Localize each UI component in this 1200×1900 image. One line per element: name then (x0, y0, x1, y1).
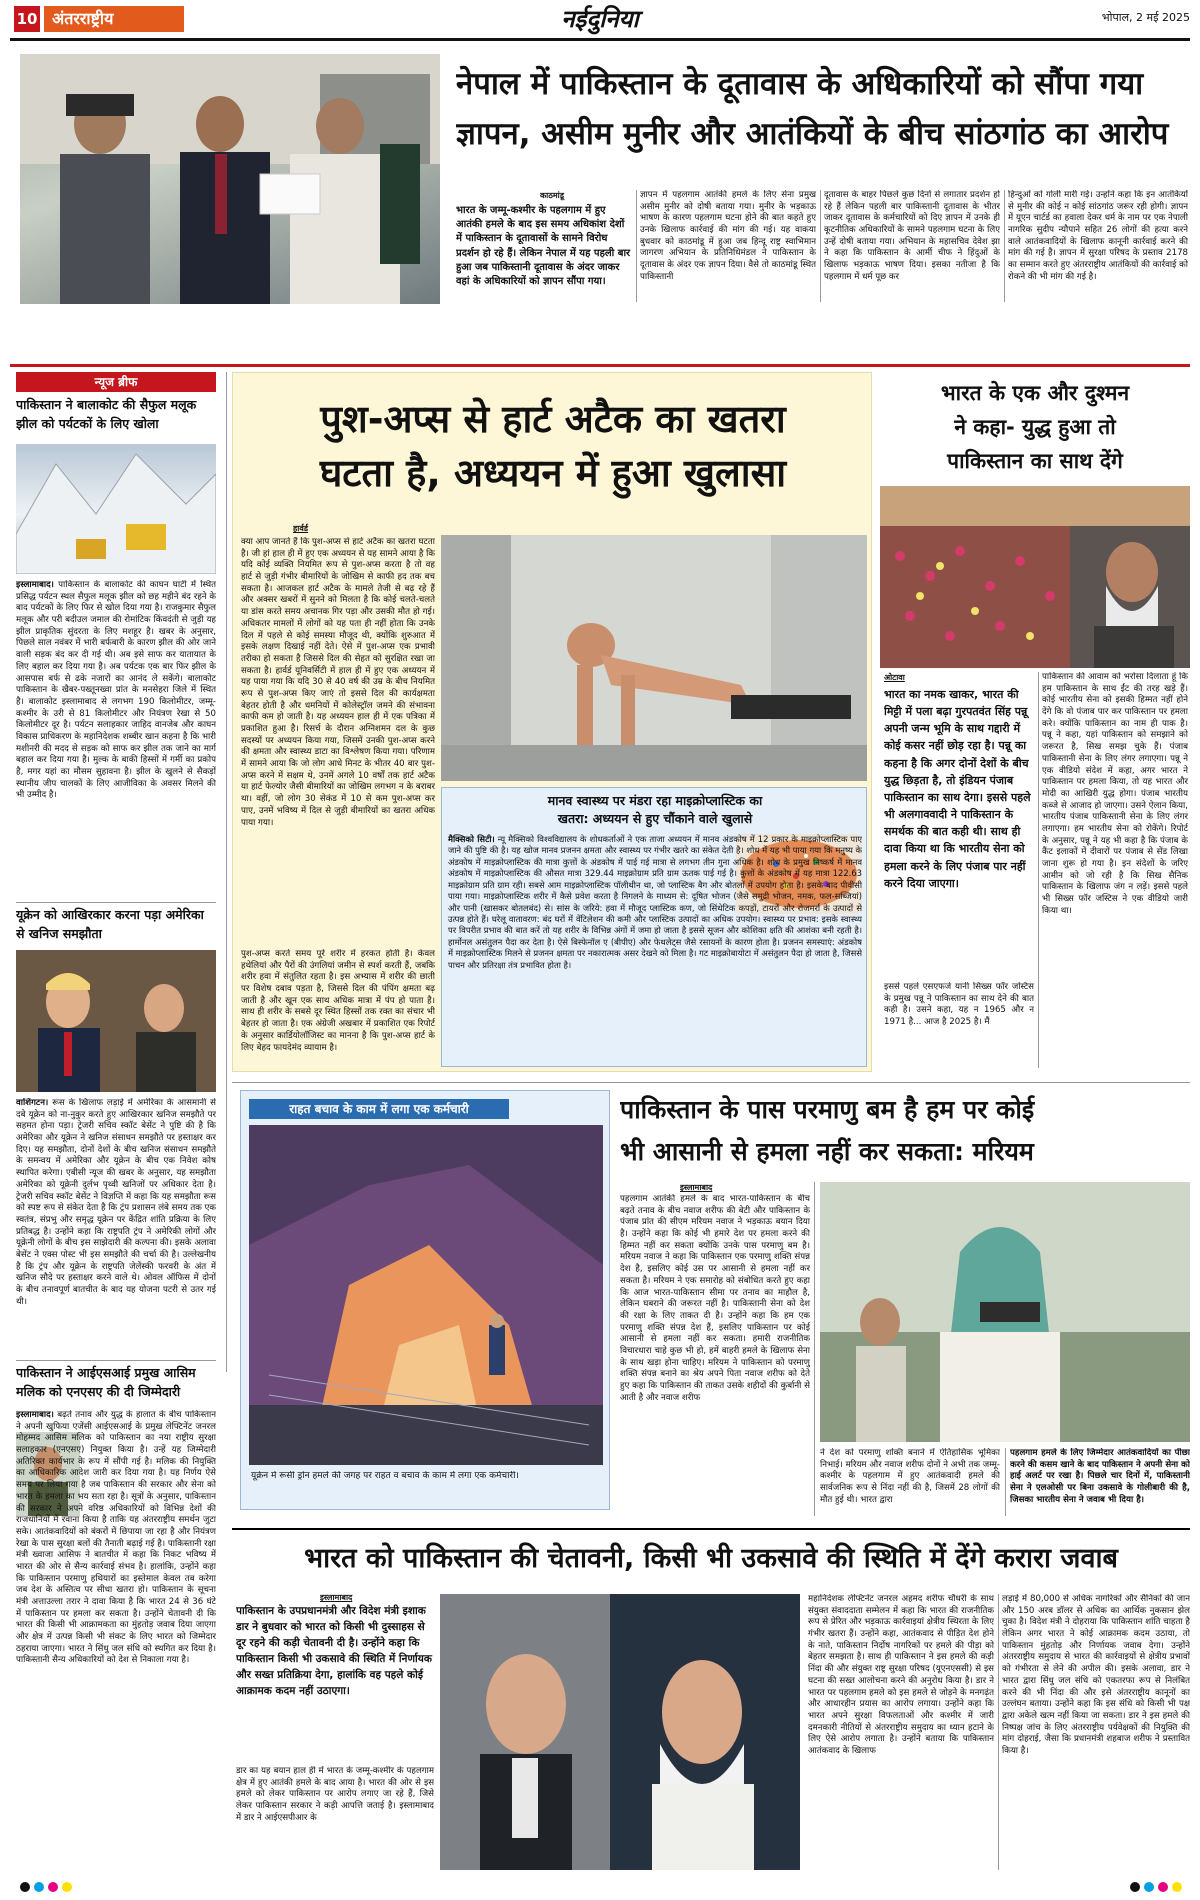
khalistan-body-b: पाकिस्तान की आवाम को भरोसा दिलाता हूं कि हम पाकिस्तान के साथ ईंट की तरह खड़े हैं। कोई भारतीय सेना को इसकी हिम्मत नहीं होने देंगे कि वो पंजाब पार कर पाकिस्तान पर हमला करे। क्योंकि पाकिस्तान का नाम ही पाक है। पन्नू ने कहा, यहां पाकिस्तान को समझाने को जरूरत है, सिख समझ चुके हैं। पंजाब पाकिस्तानी सेना के लिए लंगर लगाएगा। पन्नू ने एक वीडियो संदेश में कहा, अगर भारत ने पाकिस्तान पर हमला किया, तो यह भारत और मोदी का आखिरी युद्ध होगा। पंजाब भारतीय कब्जे से आजाद हो जाएगा। उसने ऐलान किया, भारतीय पंजाब पाकिस्तानी सेना के लिए लंगर लगाएगा। हम भारतीय सेना को रोकेंगे। रिपोर्ट के अनुसार, पन्नू ने यह भी कहा है कि पंजाब के कैंट इलाकों में दीवारों पर पंजाब से सेंड लिखा जाना शुरू हो गया है। इन संदेशों के जरिए आमीन को जो रही है कि सिख सैनिक पाकिस्तान के खिलाफ जंग न लड़ें। इससे पहले भी सिख्स फॉर जस्टिस ने एक वीडियो जारी किया था। (1042, 672, 1188, 916)
page-number-box: 10 (14, 6, 40, 32)
maryam-headline-line1: पाकिस्तान के पास परमाणु बम है हम पर कोई (620, 1095, 1035, 1124)
brief1-headline: पाकिस्तान ने बालाकोट की सैफुल मलूक झील को पर्यटकों के लिए खोला (16, 397, 197, 431)
khalistan-dateline: ओटावा (884, 673, 905, 682)
saiful-malook-lake-photo (16, 444, 216, 574)
warning-body-a: डार का यह बयान हाल ही में भारत के जम्मू-कश्मीर के पहलगाम क्षेत्र में हुए आतंकी हमले के बाद आया है। भारत की ओर से इस हमले को लेकर पाकिस्तान पर आरोप लगाए जा रहे हैं, जिसे लेकर पाकिस्तान सरकार ने कड़ी आपत्ति जताई है। इस्लामाबाद में डार ने आईएसपीआर के (236, 1766, 434, 1823)
warning-body-b: महानिदेशक लेफ्टिनेंट जनरल अहमद शरीफ चौधरी के साथ संयुक्त संवाददाता सम्मेलन में कहा कि भारत की राजनीतिक रूप से प्रेरित और भड़काऊ कार्रवाइयां क्षेत्रीय स्थिरता के लिए गंभीर खतरा हैं। उन्होंने कहा, आतंकवाद से पीड़ित देश होने के नाते, पाकिस्तान निर्दोष नागरिकों पर हमले की पीड़ा को बेहतर समझता है। साथ ही पाकिस्तान ने इस हमले की कड़ी निंदा की और संयुक्त राष्ट्र सुरक्षा परिषद (यूएनएससी) से इस घटना की सख्त आलोचना करने की अनुरोध किया है। डार ने भारत पर पहलगाम हमले को इस हमले से जोड़ने के मनगढ़ंत और आधारहीन प्रयास का आरोप लगाया। उन्होंने कहा कि भारत अपने सुरक्षा विफलताओं और कश्मीर में जारी दमनकारी नीतियों से अंतरराष्ट्रीय समुदाय का ध्यान हटाने के लिए ऐसे आरोप लगाता है। उन्होंने बताया कि पाकिस्तान आतंकवाद के खिलाफ (808, 1594, 994, 1756)
microplastic-headline-1: मानव स्वास्थ्य पर मंडरा रहा माइक्रोप्लास्टिक का (547, 793, 763, 808)
maryam-headline-line2: भी आसानी से हमला नहीं कर सकता: मरियम (620, 1137, 1034, 1166)
masthead-logo: नईदुनिया (561, 4, 639, 33)
rescue-caption: यूक्रेन में रूसी ड्रोन हमले की जगह पर राहत व बचाव के काम में लगा एक कर्मचारी। (251, 1471, 519, 1481)
maryam-nawaz-photo (820, 1182, 1190, 1442)
news-brief-tag: न्यूज ब्रीफ (16, 372, 216, 392)
registration-dot-yellow (62, 1882, 72, 1892)
story1-lead: भारत के जम्मू-कश्मीर के पहलगाम में हुए आतंकी हमले के बाद इस समय अधिकांश देशों में पाकिस्तान के दूतावासों के सामने विरोध प्रदर्शन हो रहे हैं। लेकिन नेपाल में यह पहली बार हुआ जब पाकिस्तानी दूतावास के अंदर जाकर वहां के अधिकारियों को ज्ञापन सौंपा गया। (456, 205, 631, 287)
pushup-man-photo (441, 535, 867, 781)
microplastic-box (441, 787, 867, 1067)
ishaq-dar-modi-photo (440, 1594, 800, 1870)
registration-dot-cyan-2 (1144, 1882, 1154, 1892)
news-brief-column (10, 370, 222, 1870)
story1-dateline: काठमांडू (540, 191, 564, 200)
pushup-story (232, 372, 872, 1072)
trump-zelensky-photo (16, 950, 216, 1092)
brief3-body: इस्लामाबाद। बढ़ते तनाव और युद्ध के हालात के बीच पाकिस्तान ने अपनी खुफिया एजेंसी आईएसआई के प्रमुख लेफ्टिनेंट जनरल मोहम्मद आसिम मलिक को पाकिस्तान का नया राष्ट्रीय सुरक्षा सलाहकार (एनएसए) नियुक्त किया है। उन्हें यह जिम्मेदारी अतिरिक्त कार्यभार के रूप में सौंपी गई है। मलिक की नियुक्ति का आधिकारिक आदेश जारी कर दिया गया है। यह निर्णय ऐसे समय पर लिया गया है जब पाकिस्तान की सरकार और सेना को भारत के हमला का भय सता रहा है। सूत्रों के अनुसार, पाकिस्तान की सरकार ने अपने वरिष्ठ अधिकारियों को विभिन्न देशों की राजधानियों में रवाना किया है ताकि यह अंतरराष्ट्रीय समर्थन जुटा सके। आतंकवादियों को बंकरों में छिपाया जा रहा है और नियंत्रण रेखा के पास सुरक्षा बलों की तैनाती बढ़ाई गई है। पाकिस्तानी रक्षा मंत्री ख्वाजा आसिफ ने बातचीत में कहा कि निकट भविष्य में भारत की ओर से सैन्य कार्रवाई संभव है। हालांकि, उन्होंने कहा कि पाकिस्तान परमाणु हथियारों का इस्तेमाल केवल तब करेगा जब देश के अस्तित्व पर सीधा खतरा हो। पाकिस्तान के सूचना मंत्री अत्ताउल्ला तरार ने दावा किया है कि भारत 24 से 36 घंटे में पाकिस्तान पर हमला कर सकता है। उन्होंने चेतावनी दी कि भारत की किसी भी आक्रामकता का मुंहतोड़ जवाब दिया जाएगा और क्षेत्र में उत्पन्न किसी भी संकट के लिए भारत को जिम्मेदार ठहराया जाएगा। भारत ने सिंधु जल संधि को स्थगित कर दिया है। पाकिस्तानी सैन्य अधिकारियों को देश से निकाला गया है। (16, 1410, 216, 1666)
khalistan-lead: भारत का नमक खाकर, भारत की मिट्टी में पला बढ़ा गुरपतवंत सिंह पन्नू अपनी जन्म भूमि के साथ गद्दारी में कोई कसर नहीं छोड़ रहा है। पन्नू का कहना है कि अगर दोनों देशों के बीच युद्ध छिड़ता है, तो इंडियन पंजाब पाकिस्तान का साथ देगा। इससे पहले भी अलगाववादी ने पाकिस्तान के समर्थक की बात कही थी। साथ ही दावा किया था कि भारतीय सेना को हमला करने के लिए पंजाब पार नहीं करने दिया जाएगा। (884, 688, 1031, 890)
warning-body-c: लड़ाई में 80,000 से अधिक नागरिकों और सैनिकों की जान और 150 अरब डॉलर से अधिक का आर्थिक नुकसान झेल चुका है। विदेश मंत्री ने दोहराया कि पाकिस्तान शांति चाहता है लेकिन अगर भारत ने कोई आक्रामक कदम उठाया, तो पाकिस्तान मुंहतोड़ और निर्णायक जवाब देगा। उन्होंने अंतरराष्ट्रीय समुदाय से भारत की कार्रवाइयों से क्षेत्रीय प्रभावों को गंभीरता से लेने की अपील की। इसके अलावा, डार ने भारत द्वारा सिंधु जल संधि को एकतरफा रूप से निलंबित करने की भी निंदा की और इसे अंतरराष्ट्रीय कानूनों का उल्लंघन बताया। उन्होंने कहा कि इस संधि को किसी भी पक्ष द्वारा अकेले खत्म नहीं किया जा सकता। डार ने इस हमले की निष्पक्ष जांच के लिए अंतरराष्ट्रीय पर्यवेक्षकों की नियुक्ति की मांग दोहराई, जैसा कि प्रधानमंत्री शहबाज शरीफ ने प्रस्तावित किया है। (1002, 1594, 1190, 1756)
registration-dot-magenta (48, 1882, 58, 1892)
story1-column-3: हिन्दुओं को गोली मारी गई। उन्होंने कहा कि इन आतंकियों से मुनीर की कोई न कोई सांठगांठ जरूर रही होगी। ज्ञापन में यूएन चार्टर्ड का हवाला देकर धर्म के नाम पर एक नेपाली नागरिक सुदीप न्यौपाने सहित 26 लोगों की हत्या करने वाले आतंकवादियों के खिलाफ कानूनी कार्रवाई करने की मांग की गई है। ज्ञापन में सुरक्षा परिषद के प्रस्ताव 2178 का सम्मान करते हुए अंतरराष्ट्रीय आतंकियों की कार्रवाई को रोकने की भी मांग की गई है। (1008, 190, 1188, 282)
brief2-headline: यूक्रेन को आखिरकार करना पड़ा अमेरिका से खनिज समझौता (16, 907, 204, 941)
maryam-dateline: इस्लामाबाद (680, 1183, 713, 1192)
maryam-story (620, 1090, 1190, 1520)
rescue-worker-photo (249, 1125, 603, 1465)
warning-dateline: इस्लामाबाद (320, 1593, 353, 1602)
pushup-headline-line2: घटता है, अध्ययन में हुआ खुलासा (319, 451, 787, 495)
maryam-body-b: ने देश को परमाणु शक्ति बनाने में ऐतिहासिक भूमिका निभाई। मरियम और नवाज शरीफ दोनों ने अभी तक जम्मू-कश्मीर के पहलगाम में हुए आतंकवादी हमले की सार्वजनिक रूप से निंदा नहीं की है, जिसमें 28 लोगों की मौत हुई थी। भारत द्वारा (820, 1448, 1000, 1505)
khalistan-headline-line3: पाकिस्तान का साथ देंगे (947, 449, 1123, 473)
khalistan-headline-line2: ने कहा- युद्ध हुआ तो (954, 415, 1116, 439)
microplastic-body: मैक्सिको सिटी। न्यू मैक्सिको विश्वविद्यालय के शोधकर्ताओं ने एक ताजा अध्ययन में मानव अंडकोष में 12 प्रकार के माइक्रोप्लास्टिक पाए जाने की पुष्टि की है। यह खोज मानव प्रजनन क्षमता और स्वास्थ्य पर गंभीर खतरे का संकेत देती है। शोध में यह भी पाया गया कि मनुष्य के अंडकोष में माइक्रोप्लास्टिक की मात्रा कुत्तों के अंडकोष में पाई गई मात्रा से लगभग तीन गुना अधिक है। शोध के प्रमुख निष्कर्ष में मानव अंडकोष में माइक्रोप्लास्टिक की औसत मात्रा 329.44 माइक्रोग्राम प्रति ग्राम ऊतक पाई गई है। कुत्तों के अंडकोष में यह मात्रा 122.63 माइक्रोग्राम प्रति ग्राम रही। सबसे आम माइक्रोप्लास्टिक पॉलीथीन था, जो प्लास्टिक बैग और बोतलों में उपयोग होता है। इसके बाद पीवीसी पाया गया। माइक्रोप्लास्टिक शरीर में कैसे प्रवेश करता है निगलने के माध्यम से: दूषित भोजन (जैसे समुद्री भोजन, नमक, फल-सब्जियां) और पानी (खासकर बोतलबंद) से। सांस के जरिये: हवा में मौजूद प्लास्टिक कण, जो सिंथेटिक कपड़ों, टायरों और रोजमर्रा के उत्पादों से उत्पन्न होते हैं। घरेलू वातावरण: बंद घरों में वेंटिलेशन की कमी और प्लास्टिक उत्पादों का अधिक उपयोग। स्वास्थ्य पर प्रभाव: इसके स्वास्थ्य पर विपरीत प्रभाव की बात करें तो यह शरीर के विभिन्न अंगों में जमा हो जाता है इससे सूजन और कोशिका क्षति की आशंका बनी रहती है। हार्मोनल असंतुलन पैदा कर देता है। ऐसे बिस्फेनॉल ए (बीपीए) और फेथलेट्स जैसे रसायनों के कारण होता है। प्रजनन समस्याएं: अंडकोष में माइक्रोप्लास्टिक मिलने से प्रजनन क्षमता पर नकारात्मक असर देखने को मिला है। गट माइक्रोबायोटा में असंतुलन पैदा हो जाता है, जिससे पाचन और प्रतिरक्षा तंत्र प्रभावित होता है। (448, 834, 862, 970)
khalistan-headline-line1: भारत के एक और दुश्मन (940, 381, 1130, 405)
registration-dot-black-2 (1130, 1882, 1140, 1892)
registration-dot-cyan (34, 1882, 44, 1892)
registration-dot-black (20, 1882, 30, 1892)
warning-headline: भारत को पाकिस्तान की चेतावनी, किसी भी उकसावे की स्थिति में देंगे करारा जवाब (304, 1543, 1118, 1574)
khalistan-story (880, 372, 1190, 1072)
page-header (0, 0, 1200, 42)
pushup-body-b: पुश-अप्स करते समय पूरे शरीर में हरकत होती है। केवल हथेलियां और पैरों की उंगलियां जमीन से स्पर्श करती हैं, जबकि शरीर हवा में संतुलित रहता है। इस अभ्यास में शरीर की छाती पर विशेष दबाव पड़ता है, जिससे दिल की पंपिंग क्षमता बढ़ जाती है और खून एक साथ अधिक मात्रा में पंप हो पाता है। साथ ही शरीर के सबसे दूर स्थित हिस्सों तक रक्त का संचार भी बेहतर हो जाता है। एक अंग्रेजी अखबार में प्रकाशित एक रिपोर्ट के अनुसार कार्डियोलॉजिस्ट का मानना है कि पुश-अप्स हार्ट के लिए बेहद फायदेमंद व्यायाम है। (241, 949, 435, 1053)
pushup-headline-line1: पुश-अप्स से हार्ट अटैक का खतरा (320, 397, 786, 441)
rally-crowd-photo (880, 486, 1190, 668)
brief3-headline: पाकिस्तान ने आईएसआई प्रमुख आसिम मलिक को एनएसए की दी जिम्मेदारी (16, 1365, 196, 1399)
registration-dot-yellow-2 (1172, 1882, 1182, 1892)
section-label: अंतरराष्ट्रीय (44, 6, 184, 32)
rescue-photo-box (240, 1090, 610, 1510)
khalistan-body-a: इससे पहले एसएफजे यानी सिख्स फॉर जस्टिस के प्रमुख पन्नू ने पाकिस्तान का साथ देने की बात कही है। उसने कहा, यह न 1965 और न 1971 है... आज है 2025 है। मैं (884, 982, 1034, 1028)
microplastic-headline-2: खतरा: अध्ययन से हुए चौंकाने वाले खुलासे (557, 811, 753, 826)
story1-column-1: ज्ञापन में पहलगाम आतंकी हमले के लिए सेना प्रमुख असीम मुनीर को दोषी बताया गया। मुनीर के भड़काऊ भाषण के कारण पहलगाम घटना होने की बात कहते हुए उनके खिलाफ कार्रवाई की मांग की गई। यह वाकया बुधवार को काठमांडू में हुआ जब हिन्दू राष्ट्र स्वाभिमान जागरण अभियान के प्रतिनिधिमंडल ने पाकिस्तान के दूतावास के अंदर एक ज्ञापन दिया। वैसे तो काठमांडू स्थित पाकिस्तानी (640, 190, 816, 282)
maryam-body-a: पहलगाम आतंकी हमले के बाद भारत-पाकिस्तान के बीच बढ़ते तनाव के बीच नवाज शरीफ की बेटी और पाकिस्तान के पंजाब प्रांत की सीएम मरियम नवाज ने भड़काऊ बयान दिया है। उन्होंने कहा कि कोई भी हमारे देश पर हमला करने की हिम्मत नहीं कर सकता क्योंकि उनके पास परमाणु बम है। मरियम नवाज ने कहा कि पाकिस्तान एक परमाणु शक्ति संपन्न देश है, इसलिए कोई उस पर आसानी से हमला नहीं कर सकता है। मरियम ने एक समारोह को संबोधित करते हुए कहा कि आज भारत-पाकिस्तान सीमा पर तनाव का माहौल है, लेकिन घबराने की जरूरत नहीं है। पाकिस्तानी सेना को देश की रक्षा के लिए ताकत दी है। उन्होंने कहा कि हम एक परमाणु शक्ति संपन्न देश हैं, इसलिए पाकिस्तान पर कोई आसानी से हमला नहीं कर सकता। हमारी राजनीतिक विचारधारा चाहे कुछ भी हो, हमें बाहरी हमले के खिलाफ सेना के साथ खड़ा होना चाहिए। मरियम ने पाकिस्तान को परमाणु शक्ति संपन्न बनाने का श्रेय अपने पिता नवाज शरीफ को देते हुए कहा कि पाकिस्तान की ताकत उसके शहीदों की कुर्बानी से आती है और नवाज शरीफ (620, 1194, 810, 1403)
brief2-body: वाशिंगटन। रूस के खिलाफ लड़ाई में अमेरिका के आसमानी से दबे यूक्रेन को ना-नुकुर करते हुए आखिरकार खनिज समझौते पर सहमत होना पड़ा। ट्रेजरी सचिव स्कॉट बेसेंट ने पुष्टि की है कि अमेरिका और यूक्रेन ने खनिज संसाधन समझौते पर हस्ताक्षर कर दिए। यह समझौता, दोनों देशों के बीच खनिज संसाधन समझौते के समन्वय में अमेरिका और यूक्रेन के बीच एक निवेश कोष स्थापित करेगा। एबीसी न्यूज की खबर के अनुसार, यह समझौता अमेरिका को यूक्रेनी दुर्लभ पृथ्वी खनिजों पर अधिकार देता है। ट्रेजरी सचिव स्कॉट बेसेंट ने विज्ञप्ति में कहा कि यह समझौता रूस को स्पष्ट रूप से संकेत देता है कि ट्रंप प्रशासन लंबे समय तक एक स्वतंत्र, संप्रभु और समृद्ध यूक्रेन पर केंद्रित शांति प्रक्रिया के लिए प्रतिबद्ध है। उन्होंने कहा कि राष्ट्रपति ट्रंप ने अमेरिकी लोगों और यूक्रेनी लोगों के बीच इस साझेदारी की कल्पना की। इसके अलावा बेसेंट ने एक्स पोस्ट भी इस समझौते की चर्चा की है। उल्लेखनीय है कि ट्रंप और यूक्रेन के राष्ट्रपति जेलेंस्की फरवरी के अंत में खनिज सौदे पर हस्ताक्षर करने वाले थे। ओवल ऑफिस में दोनों के बीच तनावपूर्ण बातचीत के बाद यह योजना पटरी से उतर गई थी। (16, 1098, 216, 1307)
registration-dot-magenta-2 (1158, 1882, 1168, 1892)
memorandum-handover-photo (20, 54, 440, 304)
story1-headline-line1: नेपाल में पाकिस्तान के दूतावास के अधिकारियों को सौंपा गया (456, 66, 1144, 102)
dateline: भोपाल, 2 मई 2025 (1101, 11, 1190, 24)
pushup-body-a: क्या आप जानते हैं कि पुश-अप्स से हार्ट अटैक का खतरा घटता है। जी हां हाल ही में हुए एक अध्ययन से यह सामने आया है कि यदि कोई व्यक्ति नियमित रूप से पुश-अप्स करता है तो वह हार्ट से जुड़ी गंभीर बीमारियों के जोखिम से काफी हद तक बच सकता है। आजकल हार्ट अटैक के मामले तेजी से बढ़ रहे हैं और अक्सर खबरों में सुनने को मिलता है कि कोई चलते-चलते या डांस करते समय अचानक गिर पड़ा और उसकी मौत हो गई। अधिकतर मामलों में लोगों को यह पता ही नहीं होता कि उनके दिल में पहले से कोई समस्या मौजूद थी, क्योंकि शुरुआत में इसके लक्षण दिखाई नहीं देते। ऐसे में पुश-अप्स एक प्रभावी तरीका हो सकता है जिससे दिल की सेहत को सुरक्षित रखा जा सकता है। हार्वर्ड यूनिवर्सिटी में हाल ही में हुए एक अध्ययन में यह पाया गया कि यदि 30 से 40 वर्ष की उम्र के बीच नियमित रूप से पुश-अप्स किए जाएं तो इससे दिल की कार्यक्षमता बेहतर होती है और धमनियों में कोलेस्ट्रॉल जमने की संभावना काफी कम हो जाती है। यह अध्ययन हाल ही में एक पत्रिका में प्रकाशित हुआ है। रिसर्च के दौरान अग्निशमन दल के कुछ सदस्यों पर अध्ययन किया गया, जिसमें उनकी पुश-अप्स करने की क्षमता और स्वास्थ्य डाटा का विश्लेषण किया गया। परिणाम में सामने आया कि जो लोग आधे मिनट के भीतर 40 बार पुश-अप्स करने में सक्षम थे, उनमें अगले 10 वर्षों तक हार्ट अटैक या हार्ट फेल्योर जैसी बीमारियों का जोखिम लगभग न के बराबर था। वहीं, जो लोग 30 सेकंड में 10 से कम पुश-अप्स कर पाए, उनमें भविष्य में दिल से जुड़ी बीमारियों का खतरा अधिक पाया गया। (241, 537, 435, 828)
maryam-body-c: पहलगाम हमले के लिए जिम्मेदार आतंकवादियों का पीछा करने की कसम खाने के बाद पाकिस्तान ने अपनी सेना को हाई अलर्ट पर रखा है। पिछले चार दिनों में, पाकिस्तानी सेना ने एलओसी पर बिना उकसावे के गोलीबारी की है, जिसका भारतीय सेना ने जवाब भी दिया है। (1010, 1448, 1190, 1505)
pushup-dateline: हार्वर्ड (293, 524, 309, 533)
story1-headline-line2: ज्ञापन, असीम मुनीर और आतंकियों के बीच सांठगांठ का आरोप (456, 116, 1169, 152)
rescue-box-title: राहत बचाव के काम में लगा एक कर्मचारी (249, 1099, 509, 1119)
warning-lead: पाकिस्तान के उपप्रधानमंत्री और विदेश मंत्री इशाक डार ने बुधवार को भारत को किसी भी दुस्साहस से दूर रहने की कड़ी चेतावनी दी है। उन्होंने कहा कि पाकिस्तान किसी भी उकसावे की स्थिति में निर्णायक और सख्त प्रतिक्रिया देगा, हालांकि वह पहले कोई आक्रामक कदम नहीं उठाएगा। (236, 1605, 432, 1697)
brief1-body: इस्लामाबाद। पाकिस्तान के बालाकोट की काघन घाटी में स्थित प्रसिद्ध पर्यटन स्थल सैफुल मलूक झील को छह महीने बंद रहने के बाद पर्यटकों के लिए फिर से खोल दिया गया है। राजकुमार सैफुल मलूक और परी बदीउल जमाल की रोमांटिक किंवदंती से जुड़ी यह झील प्राकृतिक सुंदरता के लिए मशहूर है। खबर के अनुसार, पिछले साल नवंबर में भारी बर्फबारी के कारण झील की ओर जाने वाली सड़क बंद कर दी गई थी। अब इसे साफ कर यातायात के लिए बहाल कर दिया गया है। अब पर्यटक एक बार फिर झील के आसपास बर्फ से ढके नजारों का आनंद ले सकेंगे। बालाकोट पाकिस्तान के खैबर-पख्तूनख्वा प्रांत के मनसेहरा जिले में स्थित है। बालाकोट इस्लामाबाद से लगभग 190 किलोमीटर, जम्मू-कश्मीर के उरी से 81 किलोमीटर और नियंत्रण रेखा से 50 किलोमीटर दूर है। पर्यटन सलाहकार जाहिद वानजेब और काघन विकास प्राधिकरण के महानिदेशक शब्बीर खान कहना है कि भारी मशीनरी की मदद से सड़क को साफ कर झील तक जाने का मार्ग बहाल कर दिया गया है। मुल्क के बाकी हिस्सों में गर्मी का प्रकोप है, मगर यहां का मौसम सुहावना है। झील के खुलने से सैकड़ों स्थानीय जीप चालकों के लिए आजीविका के अवसर मिलने की भी उम्मीद है। (16, 580, 216, 801)
story1-column-2: दूतावास के बाहर पिछले कुछ दिनों से लगातार प्रदर्शन हो रहे हैं लेकिन पहली बार पाकिस्तानी दूतावास के भीतर जाकर दूतावास के कर्मचारियों को दिए ज्ञापन में उनके ही कूटनीतिक अधिकारियों के सामने पहलगाम घटना के लिए उन्हें दोषी बताया गया। अभियान के महासचिव देवेश झा ने कहा कि पाकिस्तान के आर्मी चीफ ने हिंदुओं के खिलाफ भड़काऊ भाषण दिया। इसका नतीजा है कि पहलगाम में धर्म पूछ कर (824, 190, 1000, 282)
